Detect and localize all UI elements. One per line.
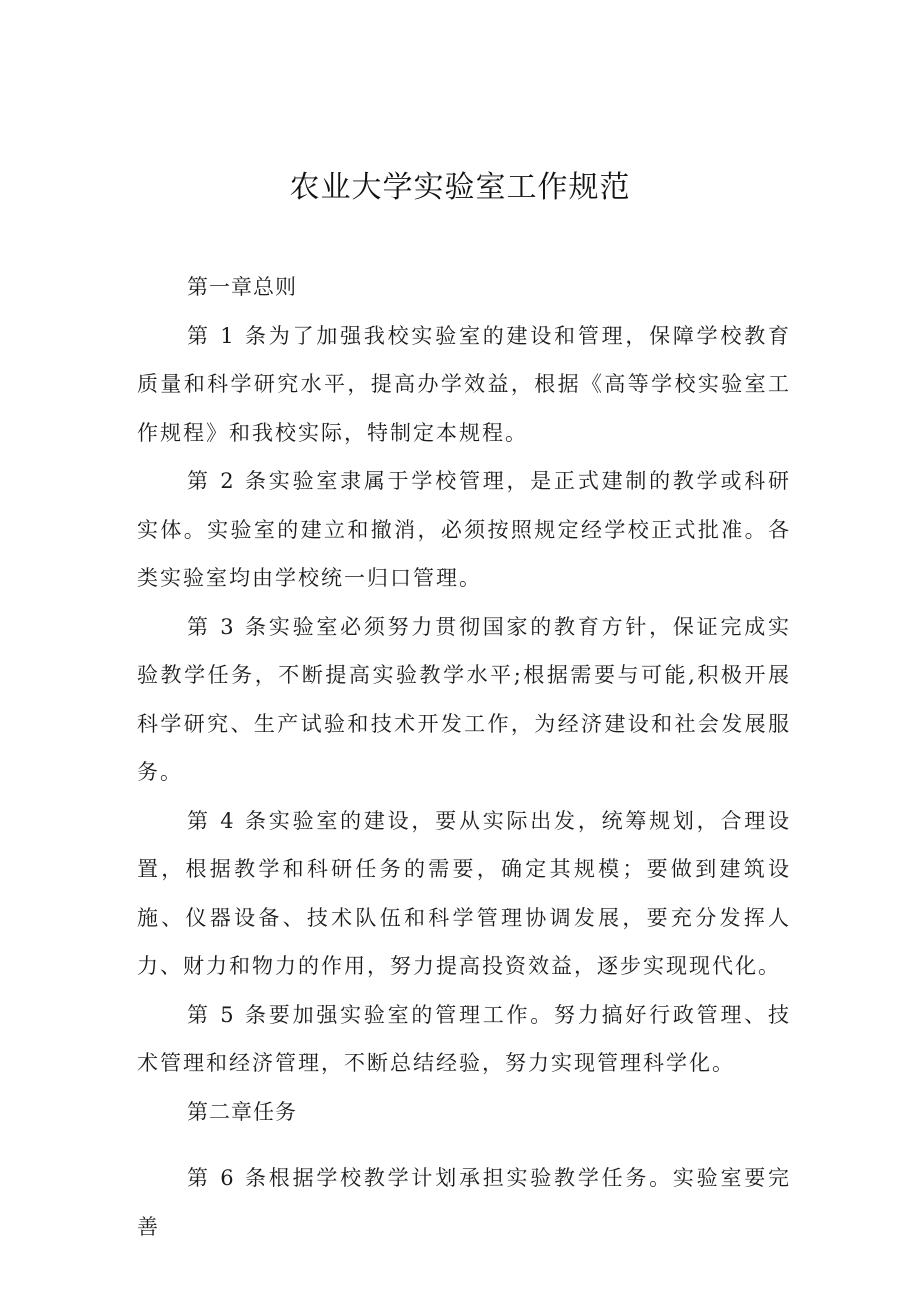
article-paragraph: 第 1 条为了加强我校实验室的建设和管理，保障学校教育质量和科学研究水平，提高办学效益，根据《高等学校实验室工作规程》和我校实际，特制定本规程。	[137, 323, 791, 445]
chapter-heading: 第一章总则	[187, 275, 297, 299]
article-paragraph: 第 4 条实验室的建设，要从实际出发，统筹规划，合理设置，根据教学和科研任务的需要，确定其规模；要做到建筑设施、仪器设备、技术队伍和科学管理协调发展，要充分发挥人力、财力和物力的作用，努力提高投资效益，逐步实现现代化。	[137, 808, 791, 978]
article-paragraph: 第 6 条根据学校教学计划承担实验教学任务。实验室要完善	[137, 1166, 791, 1239]
article-paragraph: 第 3 条实验室必须努力贯彻国家的教育方针，保证完成实验教学任务，不断提高实验教学水平;根据需要与可能,积极开展科学研究、生产试验和技术开发工作，为经济建设和社会发展服务。	[137, 614, 791, 784]
chapter-heading: 第二章任务	[187, 1099, 297, 1124]
article-paragraph: 第 2 条实验室隶属于学校管理，是正式建制的教学或科研实体。实验室的建立和撤消，必须按照规定经学校正式批准。各类实验室均由学校统一归口管理。	[137, 469, 791, 590]
article-paragraph: 第 5 条要加强实验室的管理工作。努力搞好行政管理、技术管理和经济管理，不断总结经验，努力实现管理科学化。	[137, 1002, 791, 1075]
document-title: 农业大学实验室工作规范	[289, 170, 631, 205]
document-body	[137, 263, 791, 1251]
